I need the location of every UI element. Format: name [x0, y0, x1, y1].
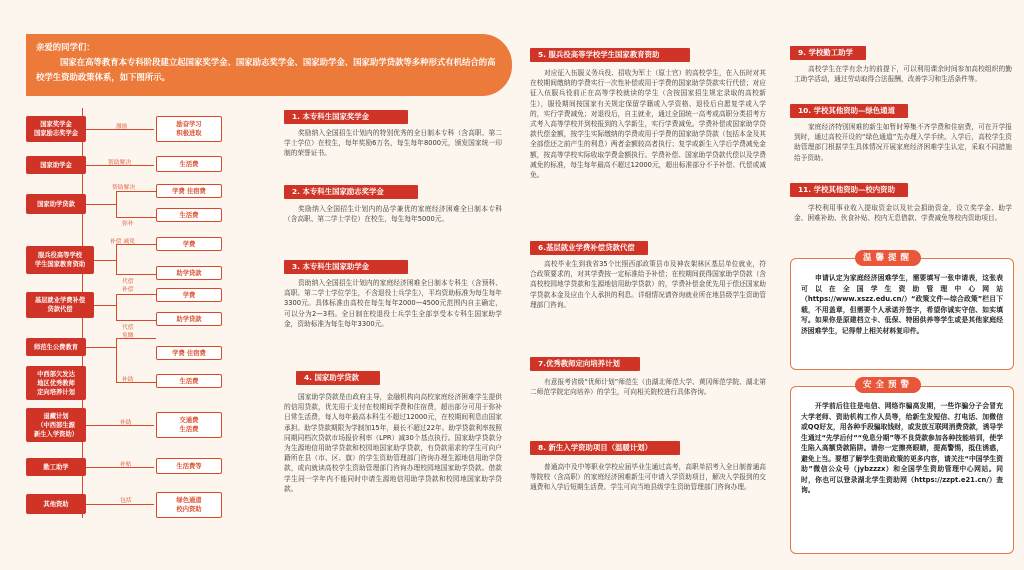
diagram-target: 生活费: [156, 208, 222, 222]
safety-callout: [790, 386, 1014, 554]
diagram-target: 生活费等: [156, 458, 222, 474]
intro-greeting: 亲爱的同学们：: [36, 42, 95, 52]
section-8-body: 普通高中及中等职业学校应届毕业生通过高考，高职单招考入全日制普通高等院校（含高职）的家庭经济困难新生可申请入学资助项目，解决入学报到的交通费和入学后短期生活费。学生可向当地县级学生资助管理部门咨询办理。: [530, 463, 766, 492]
policy-diagram: [26, 108, 270, 538]
diagram-label: 补偿: [122, 287, 134, 293]
diagram-target: 助学贷款: [156, 266, 222, 280]
section-3-body: 资助纳入全国招生计划内的家庭经济困难全日制本专科生（含预科、高职、第二学士学位学生，不含退役士兵学生），平均资助标准为每生每年3300元。具体标准由高校在每生每年2000—4500元范围内自主确定，可以分为2—3档。全日制在校退役士兵学生全部享受本专科生国家助学金，资助标准为每生每年3300元。: [284, 279, 502, 328]
diagram-target: 学费: [156, 237, 222, 251]
section-5-body: 对应征入伍服义务兵役、招收为军士（原士官）的高校学生，在入伍时对其在校期间缴纳的学费实行一次性补偿或用于学费的国家助学贷款实行代偿；对应征入伍服兵役前正在高等学校就读的学生（含按国家招生规定录取的高校新生），服役期间按国家有关规定保留学籍或入学资格、退役后自愿复学或入学的，实行学费减免；对退役后，自主就业，通过全国统一高考或高职分类招考方式考入高等学校并到校报到的入学新生，实行学费减免。学费补偿或国家助学贷款代偿金额，按学生实际缴纳的学费或用于学费的国家助学贷款（包括本金及其全部偿还之前产生的利息）两者金额较高者执行；复学或新生入学后学费减免金额，按高等学校实际收取学费金额执行。学费补偿、国家助学贷款代偿以及学费减免的标准，每生每年最高不超过12000元，超出标准部分不予补偿、代偿或减免。: [530, 69, 766, 180]
diagram-label: 免缴: [122, 333, 134, 339]
diagram-line: [116, 338, 117, 382]
diagram-target: 学费: [156, 288, 222, 302]
safety-body: 开学前后往往是电信、网络诈骗高发期，一些诈骗分子会冒充大学老师、资助机构工作人员等，给新生发短信、打电话、加微信或QQ好友，用各种手段骗取钱财，或发放互联网消费贷款，诱导学生通过“先学后付”“免息分期”等不良贷款参加各种技能培训，使学生陷入高额贷款陷阱。请你一定擦亮眼睛，提高警惕，抵住诱惑，避免上当。要想了解学生资助政策的更多内容，请关注“中国学生资助”微信公众号（jybzzzx）和全国学生资助管理中心网站。同时，你也可以登录湖北学生资助网（https://zzpt.e21.cn/）查询。: [801, 402, 1003, 494]
diagram-target: 绿色通道 校内资助: [156, 492, 222, 518]
diagram-target: 助学贷款: [156, 312, 222, 326]
diagram-node-work-study: 勤工助学: [26, 458, 86, 476]
section-5-title: 5. 服兵役高等学校学生国家教育资助: [530, 48, 690, 62]
diagram-node-grassroots: 基层就业学费补偿 贷款代偿: [26, 292, 94, 318]
diagram-label: 代偿: [122, 279, 134, 285]
diagram-line: [116, 191, 156, 192]
diagram-target: 励奋学习 积极进取: [156, 116, 222, 142]
diagram-node-scholarship: 国家奖学金 国家励志奖学金: [26, 116, 86, 142]
section-11-title: 11. 学校其他资助—校内资助: [790, 183, 908, 197]
diagram-label: 激励: [116, 124, 128, 130]
intro-banner: [26, 34, 512, 96]
diagram-label: 包括: [120, 498, 132, 504]
section-10-title: 10. 学校其他资助—绿色通道: [790, 104, 908, 118]
section-4-title: 4. 国家助学贷款: [296, 371, 380, 385]
section-6-body: 高校毕业生到我省35个比照西部政策县市及神农架林区基层单位就业，符合政策要求的，对其学费按一定标准给予补偿；在校期间获得国家助学贷款（含高校校园地学贷款和生源地信用助学贷款）的，学费补偿金优先用于偿还国家助学贷款本金及应由个人承担的利息。详细情况请咨询就业所在地县级学生资助管理部门咨询。: [530, 260, 766, 309]
section-10-body: 家庭经济特别困难的新生如暂时筹集不齐学费和住宿费，可在开学报到时，通过高校开设的“绿色通道”先办理入学手续。入学后，高校学生资助管理部门根据学生具体情况开展家庭经济困难学生认定，采取不同措施给予资助。: [794, 123, 1012, 162]
diagram-line: [116, 244, 117, 274]
diagram-label: 补贴: [120, 462, 132, 468]
intro-body: 国家在高等教育本专科阶段建立起国家奖学金、国家励志奖学金、国家助学金、国家助学贷款等多种形式有机结合的高校学生资助政策体系，如下图所示。: [36, 57, 496, 82]
section-8-title: 8. 新生入学资助项目（温暖计划）: [530, 441, 680, 455]
section-4-body: 国家助学贷款是由政府主导，金融机构向高校家庭经济困难学生提供的信用贷款，优先用于支付在校期间学费和住宿费，超出部分可用于弥补日常生活费，每人每年最高本科生不超过12000元，在校期间利息由国家承担。助学贷款期限为学制加15年，最长不超过22年。助学贷款利率按照同期同档次贷款市场报价利率（LPR）减30个基点执行。国家助学贷款分为生源地信用助学贷款和校园地国家助学贷款，有贷款需求的学生可向户籍所在县（市、区、旗）的学生资助管理部门咨询办理生源地信用助学贷款，或向就读高校学生资助管理部门咨询办理校园地国家助学贷款。借款学生同一学年内不能同时申请生源地信用助学贷款和校园地国家助学贷款。: [284, 393, 502, 493]
diagram-line: [116, 274, 156, 275]
diagram-node-other: 其他资助: [26, 494, 86, 514]
diagram-line: [116, 294, 156, 295]
diagram-line: [94, 260, 116, 261]
diagram-label: 补偿 减免: [110, 239, 136, 245]
diagram-line: [116, 191, 117, 217]
section-7-title: 7.优秀教师定向培养计划: [530, 357, 640, 371]
diagram-label: 帮助解决: [108, 160, 132, 166]
safety-title: 安全预警: [855, 377, 921, 393]
diagram-target: 生活费: [156, 156, 222, 172]
diagram-line: [94, 305, 116, 306]
diagram-node-warm-plan: 退藏计划 （中西部生源 新生入学资助）: [26, 408, 86, 442]
section-1-body: 奖励纳入全国招生计划内的特别优秀的全日制本专科（含高职、第二学士学位）在校生，每年奖励6万名，每生每年8000元，颁发国家统一印制的荣誉证书。: [284, 129, 502, 158]
diagram-node-teacher-ed: 师范生公费教育: [26, 338, 86, 356]
section-3-title: 3. 本专科生国家助学金: [284, 260, 408, 274]
diagram-node-military: 服兵役高等学校 学生国家教育资助: [26, 246, 94, 274]
diagram-label: 帮助解决: [112, 185, 136, 191]
section-11-body: 学校利用事业收入提取资金以及社会捐助资金，设立奖学金、助学金、困难补助、伙食补贴、校内无息借款、学费减免等校内资助项目。: [794, 204, 1012, 223]
diagram-line: [86, 504, 154, 505]
diagram-line: [116, 320, 156, 321]
reminder-callout: [790, 258, 1014, 370]
diagram-target: 交通费 生活费: [156, 412, 222, 438]
diagram-label: 补助: [120, 420, 132, 426]
diagram-label: 代偿: [122, 325, 134, 331]
section-1-title: 1. 本专科生国家奖学金: [284, 110, 408, 124]
diagram-target: 学费 住宿费: [156, 346, 222, 360]
diagram-label: 弥补: [122, 221, 134, 227]
reminder-title: 温馨提醒: [855, 250, 921, 266]
section-9-title: 9. 学校勤工助学: [790, 46, 866, 60]
diagram-node-loan: 国家助学贷款: [26, 194, 86, 214]
section-2-title: 2. 本专科生国家励志奖学金: [284, 185, 418, 199]
diagram-target: 学费 住宿费: [156, 184, 222, 198]
diagram-node-excellent-teacher: 中西部欠发达 地区优秀教师 定向培养计划: [26, 366, 86, 400]
diagram-label: 补助: [122, 377, 134, 383]
section-9-body: 高校学生在学有余力的前提下，可以利用课余时间参加高校组织的勤工助学活动，通过劳动取得合法报酬，改善学习和生活条件等。: [794, 65, 1012, 84]
diagram-target: 生活费: [156, 374, 222, 388]
section-6-title: 6.基层就业学费补偿贷款代偿: [530, 241, 648, 255]
diagram-line: [86, 347, 116, 348]
diagram-node-grant: 国家助学金: [26, 156, 86, 174]
section-2-body: 奖励纳入全国招生计划内的品学兼优的家庭经济困难全日制本专科（含高职、第二学士学位）在校生，每生每年5000元。: [284, 205, 502, 224]
diagram-line: [116, 294, 117, 320]
reminder-body: 申请认定为家庭经济困难学生，需要填写一张申请表，这张表可以在全国学生资助管理中心网站（https://www.xszz.edu.cn/）“政策文件—综合政策”栏目下载，不用盖章，但需要个人承诺并签字，希望你诚实守信、如实填写。如果你是原建档立卡、低保、特困供养等学生或是其他家庭经济困难学生，记得带上相关材料复印件。: [801, 274, 1003, 335]
section-7-body: 有意报考省级“优师计划”师范生（由湖北师范大学、黄冈师范学院、湖北第二师范学院定向培养）的学生，可向相关院校进行具体咨询。: [530, 378, 766, 397]
diagram-line: [86, 204, 116, 205]
